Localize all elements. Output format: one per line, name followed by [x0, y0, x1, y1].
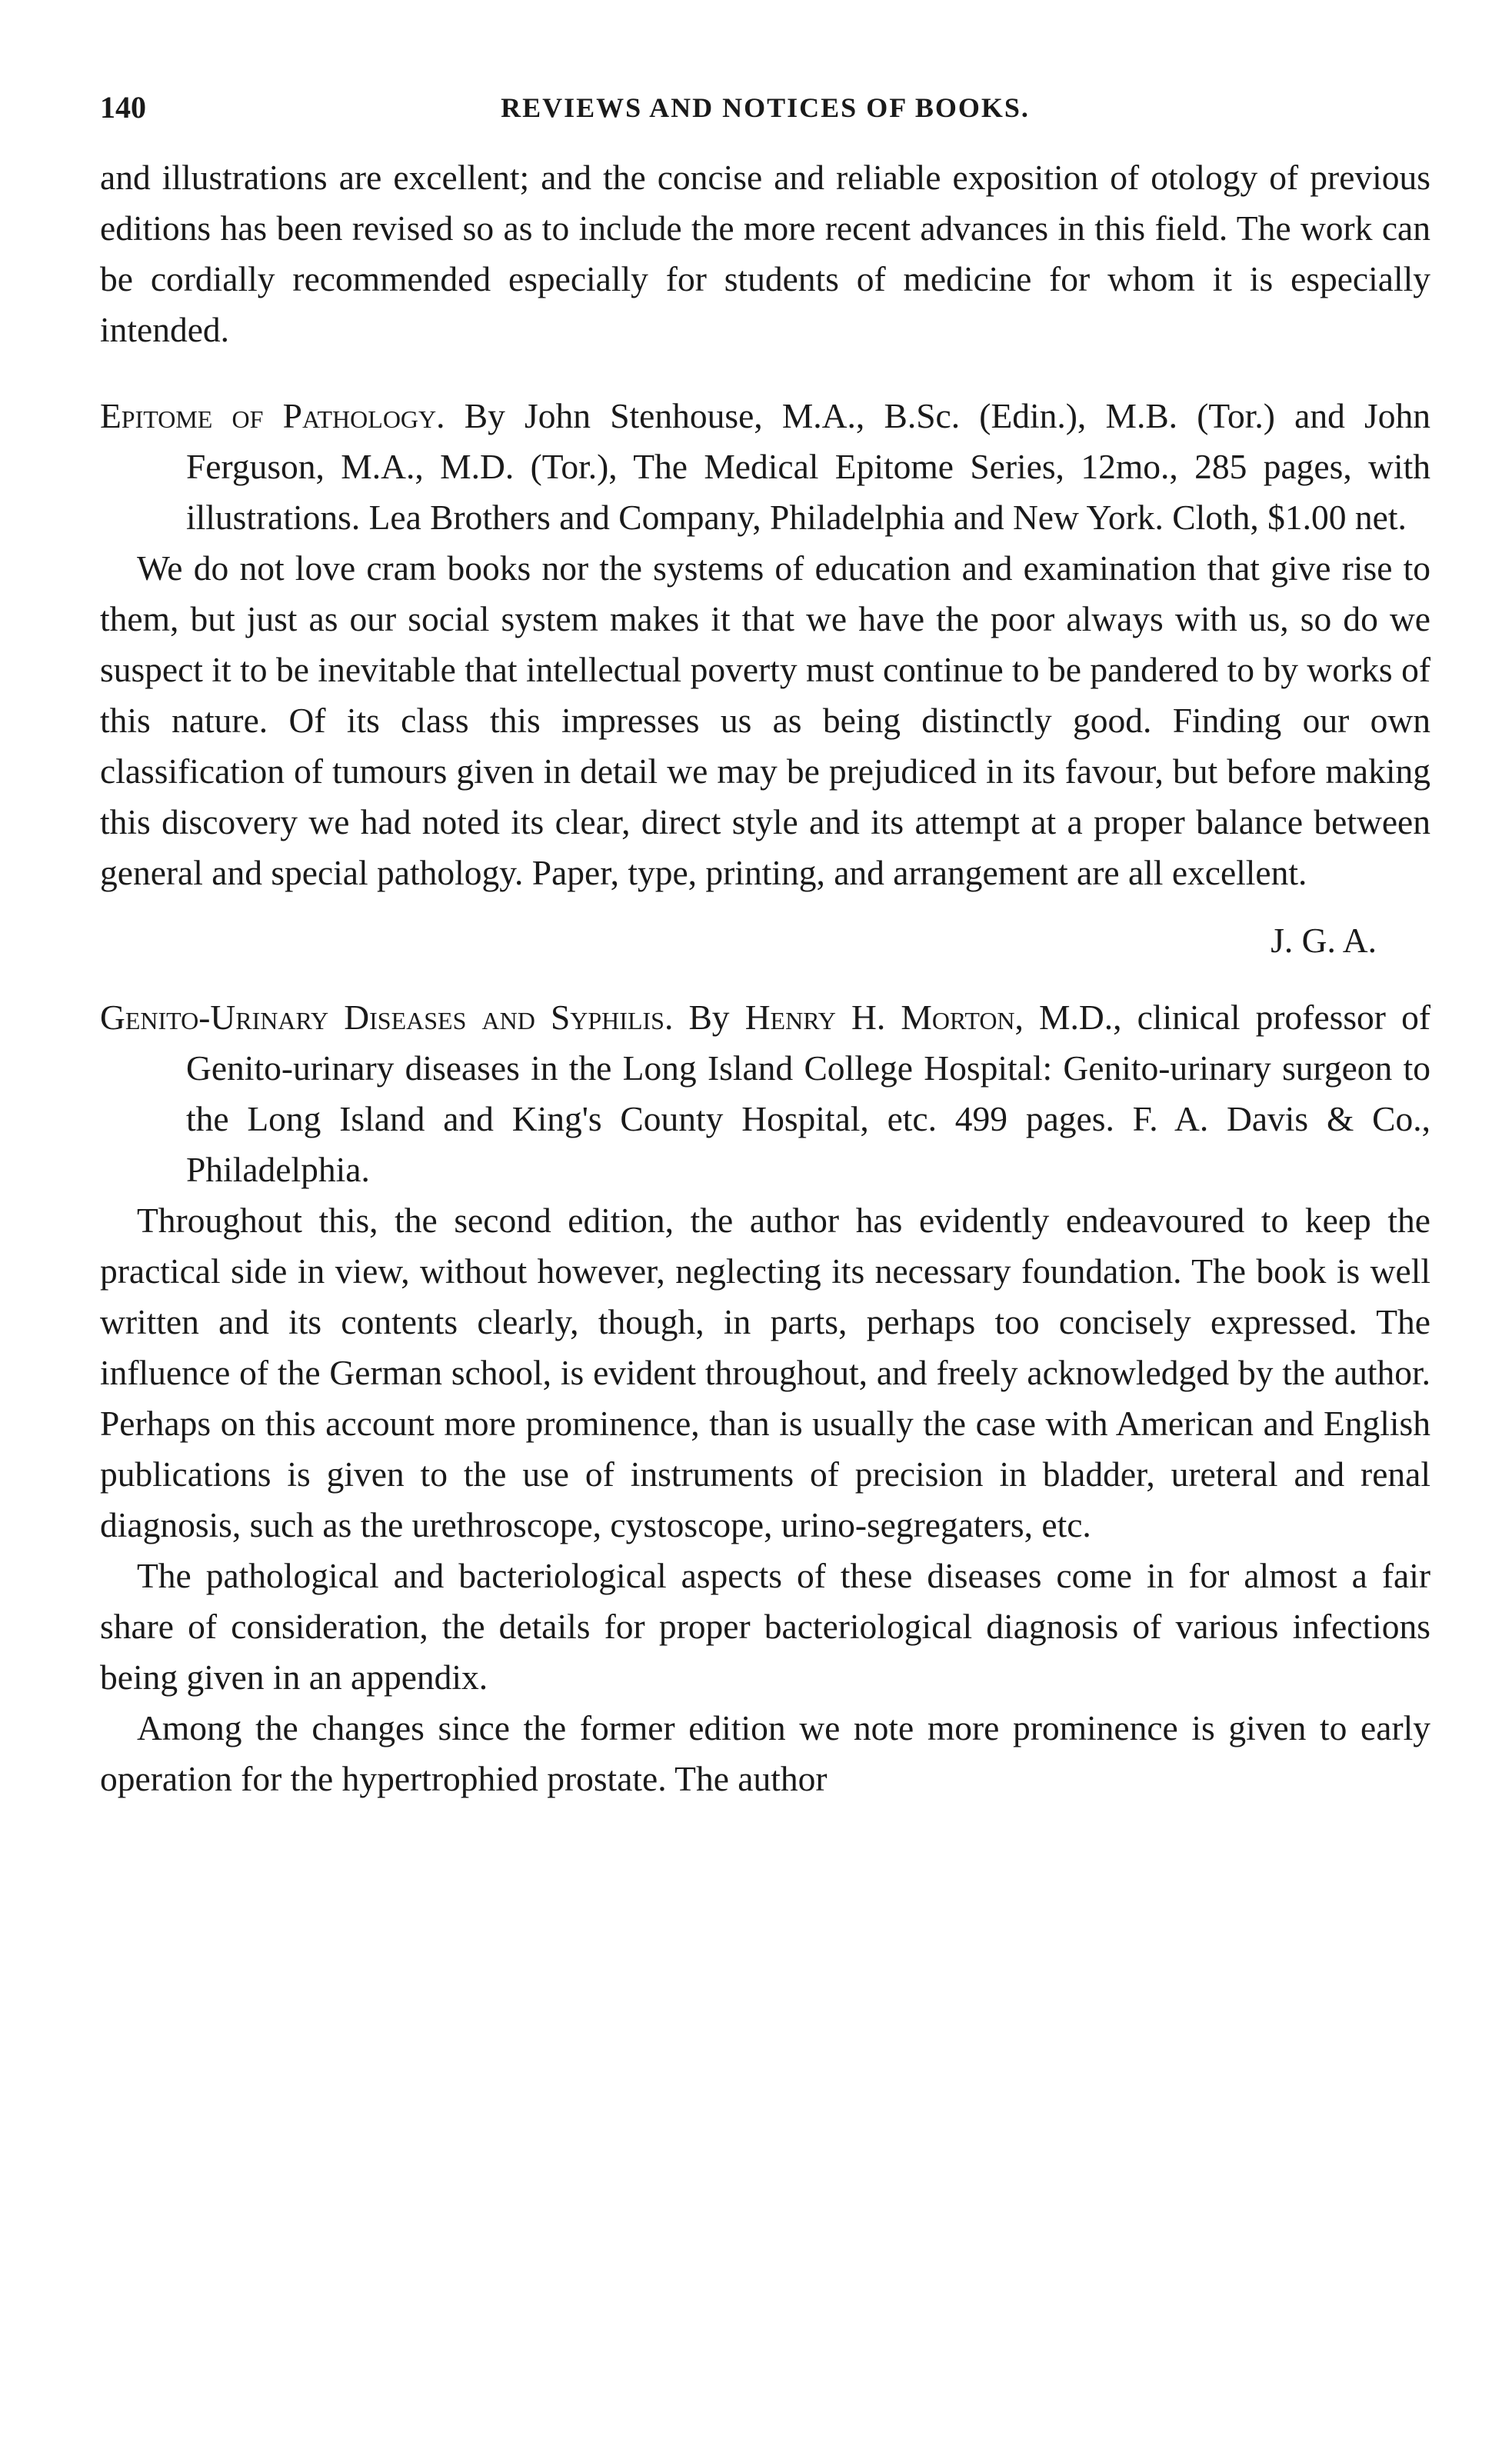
review-body-genito-2: The pathological and bacteriological aspects of these diseases come in for almost a fair share of consideration, the details for proper bacteriological diagnosis of various infections being given in an appendix. [100, 1556, 1430, 1697]
book-title: Genito-Urinary Diseases and Syphilis. [100, 998, 674, 1037]
book-page [100, 85, 1430, 1804]
review-heading-genito [100, 992, 1430, 1195]
page-number: 140 [100, 90, 146, 125]
spacer [100, 355, 1430, 391]
review-body-genito-1: Throughout this, the second edition, the author has evidently endeavoured to keep the practical side in view, without however, neglecting its necessary foundation. The book is well written and its contents clearly, though, in parts, perhaps too concisely expressed. The influence of the German school, is evident throughout, and freely acknowledged by the author. Perhaps on this account more prominence, than is usually the case with American and English publications is given to the use of instruments of precision in bladder, ureteral and renal diagnosis, such as the urethroscope, cystoscope, urino-segregaters, etc. [100, 1201, 1430, 1544]
review-body-pathology: We do not love cram books nor the systems of education and examination that give rise to them, but just as our social system makes it that we have the poor always with us, so do we suspect it to be inevitable that intellectual poverty must continue to be pandered to by works of this nature. Of its class this impresses us as being distinctly good. Finding our own classification of tumours given in detail we may be prejudiced in its favour, but before making this discovery we had noted its clear, direct style and its attempt at a proper balance between general and special pathology. Paper, type, printing, and arrangement are all excellent. [100, 548, 1430, 892]
continuation-paragraph: and illustrations are excellent; and the concise and reliable exposition of otology of previous editions has been revised so as to include the more recent advances in this field. The work can be cordially recommended especially for students of medicine for whom it is especially intended. [100, 158, 1430, 349]
book-title: Epitome of Pathology. [100, 396, 445, 435]
reviewer-signature: J. G. A. [1271, 921, 1377, 960]
book-details: M.D., clinical professor of Genito-urinary diseases in the Long Island College Hospital: Genito-urinary surgeon to the Long Island and King's County Hospital, etc. 499 pages. F. A. Davis & Co., Philadelphia. [186, 998, 1430, 1189]
review-heading-pathology [100, 391, 1430, 543]
book-author: Henry H. Morton, [744, 998, 1024, 1037]
running-title: REVIEWS AND NOTICES OF BOOKS. [501, 92, 1030, 123]
running-head [100, 85, 1430, 131]
by-prefix: By [688, 998, 730, 1037]
review-body-genito-3: Among the changes since the former edition we note more prominence is given to early operation for the hypertrophied prostate. The author [100, 1708, 1430, 1798]
book-details: By John Stenhouse, M.A., B.Sc. (Edin.), M.B. (Tor.) and John Ferguson, M.A., M.D. (Tor.), The Medical Epitome Series, 12mo., 285 pages, with illustrations. Lea Brothers and Company, Philadelphia and New York. Cloth, $1.00 net. [186, 396, 1430, 537]
